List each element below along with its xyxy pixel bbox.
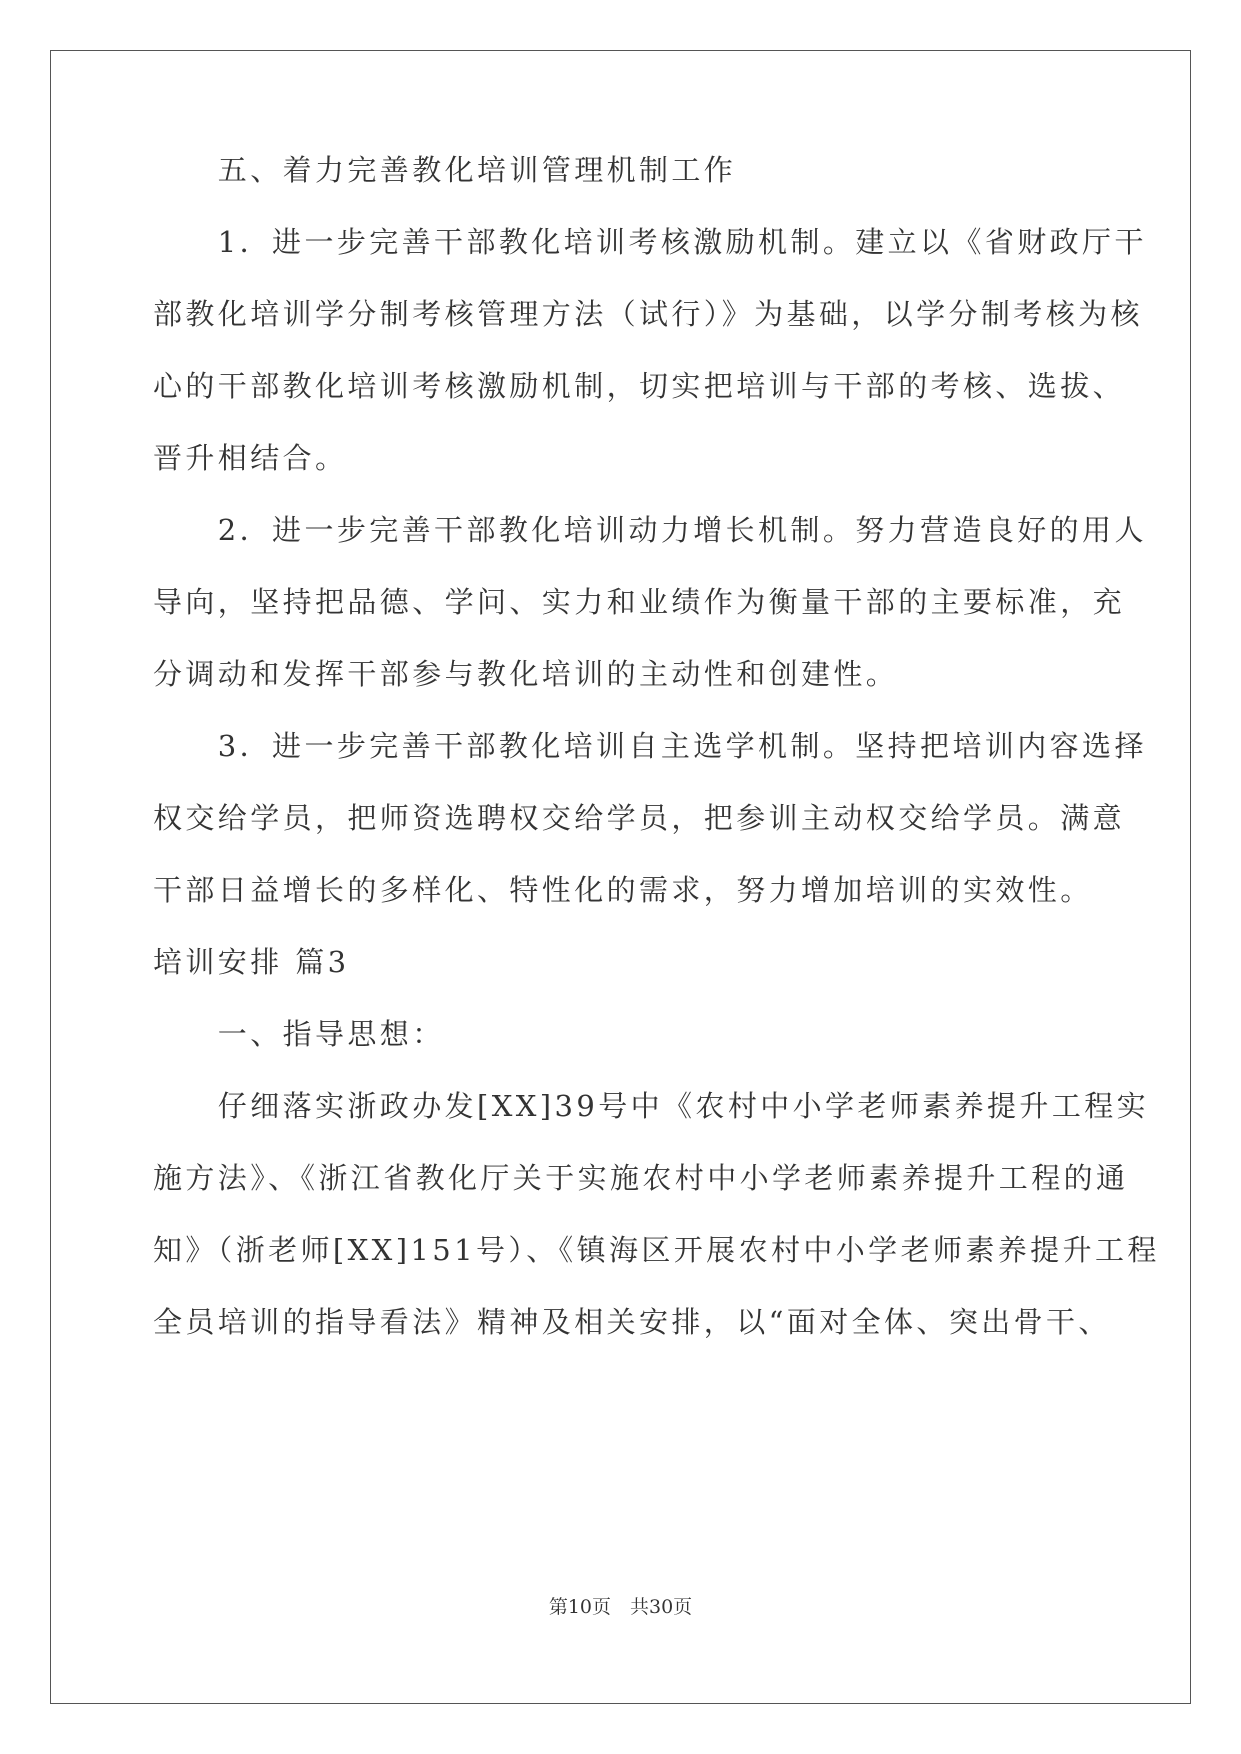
article-heading: 培训安排 篇3 bbox=[153, 945, 350, 979]
page-number: 第10页 共30页 bbox=[548, 1596, 693, 1618]
paragraph-line: 仔细落实浙政办发[XX]39号中《农村中小学老师素养提升工程实 bbox=[153, 1089, 1150, 1123]
paragraph-line: 1．进一步完善干部教化培训考核激励机制。建立以《省财政厅干 bbox=[153, 225, 1147, 259]
paragraph-line: 导向，坚持把品德、学问、实力和业绩作为衡量干部的主要标准，充 bbox=[153, 585, 1126, 619]
paragraph-line: 权交给学员，把师资选聘权交给学员，把参训主动权交给学员。满意 bbox=[153, 801, 1126, 835]
section-heading: 五、着力完善教化培训管理机制工作 bbox=[153, 153, 737, 187]
paragraph-line: 分调动和发挥干部参与教化培训的主动性和创建性。 bbox=[153, 657, 899, 691]
paragraph-line: 晋升相结合。 bbox=[153, 441, 348, 475]
paragraph-line: 部教化培训学分制考核管理方法（试行）》为基础，以学分制考核为核 bbox=[153, 297, 1143, 331]
paragraph-line: 施方法》、《浙江省教化厅关于实施农村中小学老师素养提升工程的通 bbox=[153, 1161, 1129, 1195]
section-heading: 一、指导思想： bbox=[153, 1017, 445, 1051]
paragraph-line: 知》（浙老师[XX]151号）、《镇海区开展农村中小学老师素养提升工程 bbox=[153, 1233, 1160, 1267]
paragraph-line: 3．进一步完善干部教化培训自主选学机制。坚持把培训内容选择 bbox=[153, 729, 1147, 763]
paragraph-line: 心的干部教化培训考核激励机制，切实把培训与干部的考核、选拔、 bbox=[153, 369, 1126, 403]
paragraph-line: 2．进一步完善干部教化培训动力增长机制。努力营造良好的用人 bbox=[153, 513, 1147, 547]
paragraph-line: 干部日益增长的多样化、特性化的需求，努力增加培训的实效性。 bbox=[153, 873, 1093, 907]
paragraph-line: 全员培训的指导看法》精神及相关安排，以“面对全体、突出骨干、 bbox=[153, 1305, 1111, 1339]
